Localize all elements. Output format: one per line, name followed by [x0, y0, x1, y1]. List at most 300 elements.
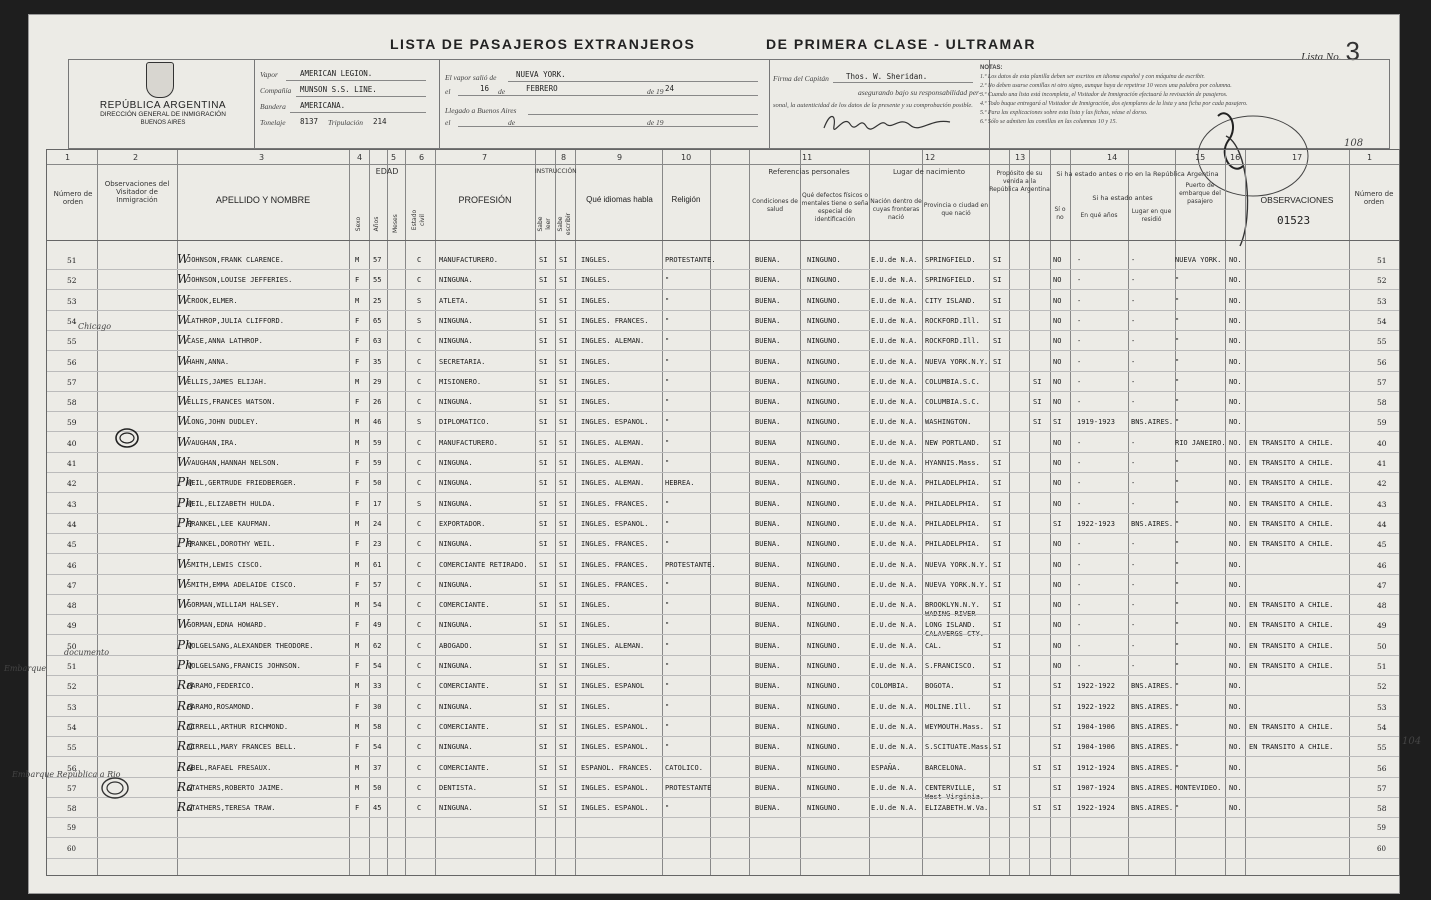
cell-purpose-1: SI — [993, 702, 1002, 711]
cell-visitor-mark: Ph — [177, 475, 193, 490]
cell-province: ROCKFORD.Ill. — [925, 316, 980, 325]
cell-residence: BNS.AIRES. — [1131, 743, 1174, 752]
cell-order-number: 59 — [67, 418, 77, 428]
cell-sex: M — [355, 256, 360, 264]
cell-order-number: 46 — [67, 560, 77, 570]
cell-defects: NINGUNO. — [807, 560, 841, 569]
cell-col16: NO. — [1229, 601, 1242, 610]
header-edad: EDAD — [375, 167, 399, 176]
cell-civil-status: C — [417, 621, 422, 630]
passenger-table: 1 2 3 4 5 6 7 8 9 10 11 12 13 14 15 16 17 1 Número de orden Observaciones del Visitador de Inmigración APELLIDO Y NOMBRE Sexo EDAD Años Meses Estado civil PROFESIÓN INSTRUCCIÓN Sabe leer Sabe escribir Qué idiomas habla Religión Referencias personales Condiciones de salud Qué defectos físicos o mentales tiene o seña especial de identificación Lugar de nacimiento Nación dentro de cuyas fronteras nació Provincia o ciudad en que nació Propósito de su venida a la República Argentina Si ha estado antes o no en la República Argentina Sí o no Si ha estado antes En qué años Lugar en que residió Puerto de embarque del pasajero OBSERVACIONES 01523 Número de orden 51 W JOHNSON,FRANK CLARENCE. M 57 C MANUFACTURERO. SI SI INGLES. PROTESTANTE. BUENA. NINGUNO. E.U.de N.A. SPRINGFIELD. SI NO - - NUEVA YORK. NO. 51 52 W JOHNSON,LOUISE JEFFERIES. F 55 C NINGUNA. SI SI INGLES. " BUENA. NINGUNO. E.U.de N.A. SPRINGFIELD. SI NO - - " NO. 52 53 W CROOK,ELMER. M 25 S ATLETA. SI SI INGLES. " BUENA. NINGUNO. E.U.de N.A. CITY ISLAND. SI NO - - " NO. 53 54 W LATHROP,JULIA CLIFFORD. F 65 S NINGUNA. SI SI INGLES. FRANCES. " BUENA. NINGUNO. E.U.de N.A. ROCKFORD.Ill. SI NO - - " NO. 54 55 W CASE,ANNA LATHROP. F 63 C NINGUNA. SI SI INGLES. ALEMAN. " BUENA. NINGUNO. E.U.de N.A. ROCKFORD.Ill. SI NO - - " NO. 55 56 W HAHN,ANNA. F 35 C SECRETARIA. SI SI INGLES. " BUENA. NINGUNO. E.U.de N.A. NUEVA YORK.N.Y. SI NO - - " NO. 56 57 W ELLIS,JAMES ELIJAH. M 29 C MISIONERO. SI SI INGLES. " BUENA. NINGUNO. E.U.de N.A. COLUMBIA.S.C. SI NO - - " NO. 57 58 W ELLIS,FRANCES WATSON. F 26 C NINGUNA. SI SI INGLES. " BUENA. NINGUNO. E.U.de N.A. COLUMBIA.S.C. SI NO - - " NO. 58 59 W LONG,JOHN DUDLEY. M 46 S DIPLOMATICO. SI SI INGLES. ESPANOL. " BUENA. NINGUNO. E.U.de N.A. WASHINGTON. SI SI 1919-1923 BNS.AIRES. " NO. 59 40 W VAUGHAN,IRA. M 59 C MANUFACTURERO. SI SI INGLES. ALEMAN. " BUENA NINGUNO. E.U.de N.A. NEW PORTLAND. SI NO - - RIO JANEIRO. NO. EN TRANSITO A CHILE. 40 41 W VAUGHAN,HANNAH NELSON. F 59 C NINGUNA. SI SI INGLES. ALEMAN. " BUENA. NINGUNO. E.U.de N.A. HYANNIS.Mass. SI NO - - " NO. EN TRANSITO A CHILE. 41 42 Ph WEIL,GERTRUDE FRIEDBERGER. F 50 C NINGUNA. SI SI INGLES. ALEMAN. HEBREA. BUENA. NINGUNO. E.U.de N.A. PHILADELPHIA. SI NO - - " NO. EN TRANSITO A CHILE. 42 43 Ph WEIL,ELIZABETH HULDA. F 17 S NINGUNA. SI SI INGLES. FRANCES. " BUENA. NINGUNO. E.U.de N.A. PHILADELPHIA. SI NO - - " NO. EN TRANSITO A CHILE. 43 44 Ph FRANKEL,LEE KAUFMAN. M 24 C EXPORTADOR. SI SI INGLES. ESPANOL. " BUENA. NINGUNO. E.U.de N.A. PHILADELPHIA. SI SI 1922-1923 BNS.AIRES. " NO. EN TRANSITO A CHILE. 44 45 Ph FRANKEL,DOROTHY WEIL. F 23 C NINGUNA. SI SI INGLES. FRANCES. " BUENA. NINGUNO. E.U.de N.A. PHILADELPHIA. SI NO - - " NO. EN TRANSITO A CHILE. 45 46 W SMITH,LEWIS CISCO. M 61 C COMERCIANTE RETIRADO. SI SI INGLES. FRANCES. PROTESTANTE. BUENA. NINGUNO. E.U.de N.A. NUEVA YORK.N.Y. SI NO - - " NO. 46 47 W SMITH,EMMA ADELAIDE CISCO. F 57 C NINGUNA. SI SI INGLES. FRANCES. " BUENA. NINGUNO. E.U.de N.A. NUEVA YORK.N.Y. SI NO - - " NO. 47 48 W GORMAN,WILLIAM HALSEY. M 54 C COMERCIANTE. SI SI INGLES. " BUENA. NINGUNO. E.U.de N.A. BROOKLYN.N.Y. SI NO - - " NO. EN TRANSITO A CHILE. 48 WADING RIVER 49 W GORMAN,EDNA HOWARD. F 49 C NINGUNA. SI SI INGLES. " BUENA. NINGUNO. E.U.de N.A. LONG ISLAND. SI NO - - " NO. EN TRANSITO A CHILE. 49 CALAVERGS CTY. 50 Ph VOLGELSANG,ALEXANDER THEODORE. M 62 C ABOGADO. SI SI INGLES. ALEMAN. " BUENA. NINGUNO. E.U.de N.A. CAL. SI NO - - " NO. EN TRANSITO A CHILE. 50 51 Ph VOLGELSANG,FRANCIS JOHNSON. F 54 C NINGUNA. SI SI INGLES. " BUENA. NINGUNO. E.U.de N.A. S.FRANCISCO. SI NO - - " NO. EN TRANSITO A CHILE. 51 52 Ra PARAMO,FEDERICO. M 33 C COMERCIANTE. SI SI INGLES. ESPANOL " BUENA. NINGUNO. COLOMBIA. BOGOTA. SI SI 1922-1922 BNS.AIRES. " NO. 52 53 Ra PARAMO,ROSAMOND. F 30 C NINGUNA. SI SI INGLES. " BUENA. NINGUNO. E.U.de N.A. MOLINE.Ill. SI SI 1922-1922 BNS.AIRES. " NO. 53 54 Ra TIRRELL,ARTHUR RICHMOND. M 58 C COMERCIANTE. SI SI INGLES. ESPANOL. " BUENA. NINGUNO. E.U.de N.A. WEYMOUTH.Mass. SI SI 1904-1906 BNS.AIRES. " NO. EN TRANSITO A CHILE. 54 55 Ra TIRRELL,MARY FRANCES BELL. F 54 C NINGUNA. SI SI INGLES. ESPANOL. " BUENA. NINGUNO. E.U.de N.A. S.SCITUATE.Mass. SI SI 1904-1906 BNS.AIRES. " NO. EN TRANSITO A CHILE. 55 56 Ra ABEL,RAFAEL FRESAUX. M 37 C COMERCIANTE. SI SI ESPANOL. FRANCES. CATOLICO. BUENA. NINGUNO. ESPAÑA. BARCELONA. SI SI 1912-1924 BNS.AIRES. " NO. 56 57 Ra STATHERS,ROBERTO JAIME. M 50 C DENTISTA. SI SI INGLES. ESPANOL. PROTESTANTE BUENA. NINGUNO. E.U.de N.A. CENTERVILLE, SI SI 1907-1924 BNS.AIRES. MONTEVIDEO. NO. 57 West Virginia. 58 Ra STATHERS,TERESA TRAW. F 45 C NINGUNA. SI SI INGLES. ESPANOL. " BUENA. NINGUNO. E.U.de N.A. ELIZABETH.W.Va. SI SI 1922-1924 BNS.AIRES. " NO. 58 59 59 60 60 — [46, 149, 1400, 876]
cell-been-before: NO — [1053, 459, 1062, 467]
cell-years: 1922-1922 — [1077, 702, 1115, 711]
cell-observation: EN TRANSITO A CHILE. — [1249, 743, 1334, 752]
cell-visitor-mark: Ra — [177, 800, 194, 815]
cell-religion: " — [665, 702, 670, 711]
cell-health: BUENA. — [755, 804, 781, 813]
cell-nation: E.U.de N.A. — [871, 337, 918, 346]
cell-defects: NINGUNO. — [807, 641, 841, 650]
cell-purpose-2: SI — [1033, 804, 1042, 813]
cell-order-number: 51 — [67, 256, 77, 265]
el-label: el — [445, 87, 451, 96]
cell-health: BUENA. — [755, 418, 781, 427]
salio-label: El vapor salió de — [445, 73, 497, 82]
bandera-label: Bandera — [260, 102, 286, 111]
cell-port: " — [1175, 296, 1180, 305]
table-row — [47, 595, 1399, 619]
capitan-label: Firma del Capitán — [773, 74, 829, 83]
cell-health: BUENA. — [755, 540, 781, 549]
table-row — [47, 534, 1399, 554]
cell-sex: M — [355, 722, 360, 731]
cell-sex: F — [355, 662, 360, 670]
table-row — [47, 575, 1399, 595]
cell-languages: INGLES. ESPANOL. — [581, 783, 649, 792]
cell-port: " — [1175, 499, 1180, 508]
cell-residence: - — [1131, 580, 1136, 589]
cell-civil-status: S — [417, 418, 422, 427]
table-row — [47, 473, 1399, 493]
cell-observation: EN TRANSITO A CHILE. — [1249, 641, 1334, 650]
cell-order-number: 49 — [67, 621, 77, 631]
cell-visitor-mark: W — [177, 353, 190, 368]
cell-writes: SI — [559, 398, 568, 407]
cell-religion: " — [665, 316, 670, 325]
cell-province: ROCKFORD.Ill. — [925, 337, 980, 346]
cell-nation: E.U.de N.A. — [871, 316, 918, 325]
cell-defects: NINGUNO. — [807, 459, 841, 467]
header-num-orden-right: Número de orden — [1354, 190, 1394, 206]
cell-years: - — [1077, 580, 1082, 589]
cell-port: RIO JANEIRO. — [1175, 438, 1226, 447]
cell-purpose-1: SI — [993, 337, 1002, 346]
cell-reads: SI — [539, 296, 548, 305]
table-row — [47, 758, 1399, 778]
cell-order-number-right: 59 — [1377, 824, 1386, 833]
cell-order-number: 53 — [67, 702, 77, 712]
cell-visitor-mark: Ph — [177, 495, 193, 510]
cell-religion: HEBREA. — [665, 479, 695, 488]
cell-observation: EN TRANSITO A CHILE. — [1249, 662, 1334, 670]
cell-writes: SI — [559, 763, 568, 772]
cell-order-number: 52 — [67, 276, 77, 286]
table-row — [47, 697, 1399, 717]
cell-age: 30 — [373, 702, 382, 711]
cell-reads: SI — [539, 783, 548, 792]
cell-order-number: 40 — [67, 438, 77, 448]
cell-sex: F — [355, 804, 360, 813]
annotation-corner-mark: 108 — [1344, 138, 1364, 149]
cell-port: " — [1175, 357, 1180, 366]
cell-writes: SI — [559, 702, 568, 711]
cell-passenger-name: JOHNSON,LOUISE JEFFERIES. — [187, 276, 293, 285]
cell-nation: E.U.de N.A. — [871, 499, 918, 508]
cell-province: COLUMBIA.S.C. — [925, 377, 980, 386]
cell-defects: NINGUNO. — [807, 499, 841, 508]
header-condiciones: Condiciones de salud — [752, 198, 798, 213]
cell-profession: COMERCIANTE. — [439, 722, 490, 731]
table-row — [47, 494, 1399, 514]
table-row — [47, 352, 1399, 372]
cell-reads: SI — [539, 398, 548, 407]
cell-writes: SI — [559, 743, 568, 752]
cell-profession: COMERCIANTE RETIRADO. — [439, 560, 528, 569]
cell-religion: " — [665, 519, 670, 528]
cell-years: - — [1077, 479, 1082, 488]
cell-order-number: 58 — [67, 398, 77, 408]
cell-languages: INGLES. FRANCES. — [581, 499, 649, 508]
cell-port: " — [1175, 560, 1180, 569]
cell-years: 1922-1923 — [1077, 519, 1115, 528]
cell-reads: SI — [539, 763, 548, 772]
cell-age: 65 — [373, 316, 382, 325]
cell-purpose-2: SI — [1033, 377, 1042, 386]
cell-order-number: 47 — [67, 580, 77, 590]
cell-sex: M — [355, 783, 360, 792]
table-row — [47, 514, 1399, 534]
cell-age: 54 — [373, 601, 382, 610]
cell-observation: EN TRANSITO A CHILE. — [1249, 601, 1334, 610]
cell-languages: INGLES. ALEMAN. — [581, 438, 645, 447]
cell-observation: EN TRANSITO A CHILE. — [1249, 722, 1334, 731]
cell-province-line-2: CALAVERGS CTY. — [925, 630, 985, 639]
cell-age: 55 — [373, 276, 382, 285]
table-row — [47, 778, 1399, 801]
cell-province-line-2: WADING RIVER — [925, 610, 976, 619]
cell-province: S.FRANCISCO. — [925, 662, 976, 670]
header-estado-civil: Estado civil — [411, 209, 426, 231]
cell-been-before: NO — [1053, 337, 1062, 346]
cell-order-number: 43 — [67, 499, 77, 509]
cell-languages: INGLES. ESPANOL. — [581, 519, 649, 528]
cell-order-number: 52 — [67, 682, 77, 692]
cell-nation: COLOMBIA. — [871, 682, 909, 691]
cell-religion: " — [665, 722, 670, 731]
cell-religion: " — [665, 682, 670, 691]
cell-civil-status: C — [417, 804, 422, 813]
cell-writes: SI — [559, 418, 568, 427]
cell-age: 35 — [373, 357, 382, 366]
header-religion: Religión — [671, 195, 701, 204]
header-profesion: PROFESIÓN — [458, 195, 512, 205]
cell-province: S.SCITUATE.Mass. — [925, 743, 993, 752]
cell-profession: ATLETA. — [439, 296, 469, 305]
cell-years: 1912-1924 — [1077, 763, 1115, 772]
cell-profession: NINGUNA. — [439, 499, 473, 508]
cell-port: " — [1175, 398, 1180, 407]
cell-col16: NO. — [1229, 479, 1242, 488]
cell-visitor-mark: Ra — [177, 678, 194, 693]
cell-nation: E.U.de N.A. — [871, 783, 918, 792]
cell-languages: INGLES. ESPANOL — [581, 682, 645, 691]
cell-civil-status: S — [417, 499, 422, 508]
cell-been-before: NO — [1053, 560, 1062, 569]
cell-civil-status: C — [417, 459, 422, 467]
cell-observation: EN TRANSITO A CHILE. — [1249, 540, 1334, 549]
cell-province: NUEVA YORK.N.Y. — [925, 357, 989, 366]
cell-years: - — [1077, 499, 1082, 508]
cell-order-number: 56 — [67, 763, 77, 773]
cell-languages: INGLES. — [581, 357, 611, 366]
cell-passenger-name: SMITH,EMMA ADELAIDE CISCO. — [187, 580, 297, 589]
cell-nation: E.U.de N.A. — [871, 580, 918, 589]
cell-reads: SI — [539, 743, 548, 752]
cell-province: PHILADELPHIA. — [925, 499, 980, 508]
header-meses: Meses — [392, 214, 399, 233]
cell-profession: NINGUNA. — [439, 398, 473, 407]
cell-residence: BNS.AIRES. — [1131, 783, 1174, 792]
cell-reads: SI — [539, 804, 548, 813]
cell-civil-status: S — [417, 296, 422, 305]
cell-province: BARCELONA. — [925, 763, 968, 772]
cell-purpose-1: SI — [993, 499, 1002, 508]
cell-purpose-1: SI — [993, 296, 1002, 305]
cell-passenger-name: JOHNSON,FRANK CLARENCE. — [187, 256, 284, 264]
cell-been-before: NO — [1053, 601, 1062, 610]
cell-defects: NINGUNO. — [807, 580, 841, 589]
cell-passenger-name: ELLIS,FRANCES WATSON. — [187, 398, 276, 407]
cell-order-number-right: 56 — [1377, 357, 1387, 367]
cell-order-number-right: 43 — [1377, 499, 1387, 509]
cell-residence: - — [1131, 540, 1136, 549]
cell-health: BUENA. — [755, 398, 781, 407]
salio-anio: 24 — [665, 84, 675, 93]
cell-reads: SI — [539, 580, 548, 589]
cell-nation: E.U.de N.A. — [871, 743, 918, 752]
cell-defects: NINGUNO. — [807, 479, 841, 488]
header-apellido: APELLIDO Y NOMBRE — [215, 195, 311, 205]
table-row — [47, 636, 1399, 656]
cell-purpose-1: SI — [993, 479, 1002, 488]
cell-port: " — [1175, 418, 1180, 427]
cell-reads: SI — [539, 702, 548, 711]
cell-col16: NO. — [1229, 519, 1242, 528]
cell-sex: M — [355, 296, 360, 305]
cell-defects: NINGUNO. — [807, 519, 841, 528]
cell-defects: NINGUNO. — [807, 418, 841, 427]
cell-order-number-right: 51 — [1377, 256, 1387, 265]
cell-religion: " — [665, 621, 670, 630]
header-anios: Años — [373, 216, 380, 232]
table-row — [47, 372, 1399, 392]
header-nacion: Nación dentro de cuyas fronteras nació — [870, 198, 922, 221]
cell-defects: NINGUNO. — [807, 438, 841, 447]
cell-reads: SI — [539, 418, 548, 427]
cell-passenger-name: WEIL,GERTRUDE FRIEDBERGER. — [187, 479, 297, 488]
cell-been-before: NO — [1053, 479, 1062, 488]
cell-reads: SI — [539, 560, 548, 569]
cell-port: " — [1175, 479, 1180, 488]
cell-nation: E.U.de N.A. — [871, 276, 918, 285]
notes-block: NOTAS: 1.º Los datos de esta planilla deben ser escritos en idioma español y con máquina de escribir. 2.º No deben usarse comillas ni otro signo, aunque haya de repetirse 10 veces una palabra por columna. 3.º Cuando una lista está incompleta, el Visitador de Inmigración efectuará la revisación de pasajeros. 4.º Todo buque entregará al Visitador de Inmigración, dos ejemplares de la lista y una ficha por cada pasajero. 5.º Para las explicaciones sobre esta lista y las fichas, véase el dorso. 6.º Sólo se admiten las comillas en las columnas 10 y 15. — [980, 65, 1248, 125]
cell-nation: E.U.de N.A. — [871, 256, 918, 264]
cell-residence: - — [1131, 377, 1136, 386]
cell-civil-status: C — [417, 783, 422, 792]
cell-port: " — [1175, 276, 1180, 285]
cell-profession: DIPLOMATICO. — [439, 418, 490, 427]
cell-age: 25 — [373, 296, 382, 305]
cell-province: NEW PORTLAND. — [925, 438, 980, 447]
cell-col16: NO. — [1229, 377, 1242, 386]
cell-reads: SI — [539, 601, 548, 610]
cell-observation: EN TRANSITO A CHILE. — [1249, 499, 1334, 508]
cell-reads: SI — [539, 682, 548, 691]
cell-health: BUENA. — [755, 499, 781, 508]
header-ref-personales: Referencias personales — [768, 168, 850, 176]
cell-col16: NO. — [1229, 743, 1242, 752]
cell-age: 54 — [373, 662, 382, 670]
cell-been-before: SI — [1053, 804, 1062, 813]
cell-years: - — [1077, 316, 1082, 325]
cell-years: - — [1077, 256, 1082, 264]
cell-col16: NO. — [1229, 256, 1242, 264]
header-provincia: Provincia o ciudad en que nació — [923, 202, 989, 217]
cell-purpose-1: SI — [993, 560, 1002, 569]
cell-age: 54 — [373, 743, 382, 752]
cell-been-before: NO — [1053, 398, 1062, 407]
observaciones-number: 01523 — [1277, 214, 1311, 227]
cell-civil-status: C — [417, 743, 422, 752]
table-row — [47, 331, 1399, 351]
cell-reads: SI — [539, 540, 548, 549]
cell-purpose-1: SI — [993, 722, 1002, 731]
cell-port: " — [1175, 763, 1180, 772]
cell-languages: INGLES. ALEMAN. — [581, 479, 645, 488]
tonelaje-value: 8137 — [300, 117, 319, 126]
cell-defects: NINGUNO. — [807, 357, 841, 366]
cell-defects: NINGUNO. — [807, 296, 841, 305]
salio-anio-label: de 19 — [647, 87, 664, 96]
cell-observation: EN TRANSITO A CHILE. — [1249, 519, 1334, 528]
cell-port: " — [1175, 743, 1180, 752]
cell-passenger-name: WEIL,ELIZABETH HULDA. — [187, 499, 276, 508]
cell-purpose-1: SI — [993, 743, 1002, 752]
cell-purpose-1: SI — [993, 540, 1002, 549]
cell-sex: M — [355, 601, 360, 610]
cell-col16: NO. — [1229, 763, 1242, 772]
cell-residence: - — [1131, 560, 1136, 569]
cell-writes: SI — [559, 296, 568, 305]
header-num-orden: Número de orden — [53, 190, 93, 206]
cell-port: " — [1175, 580, 1180, 589]
cell-order-number-right: 51 — [1377, 662, 1387, 671]
cell-residence: - — [1131, 621, 1136, 630]
cell-sex: F — [355, 479, 360, 488]
cell-purpose-1: SI — [993, 641, 1002, 650]
cell-civil-status: C — [417, 438, 422, 447]
cell-languages: INGLES. ALEMAN. — [581, 459, 645, 467]
cell-order-number: 48 — [67, 601, 77, 611]
cell-health: BUENA. — [755, 560, 781, 569]
cell-writes: SI — [559, 621, 568, 630]
cell-visitor-mark: W — [177, 252, 190, 266]
cell-order-number-right: 60 — [1377, 844, 1386, 853]
cell-civil-status: C — [417, 337, 422, 346]
cell-years: 1904-1906 — [1077, 722, 1115, 731]
cell-visitor-mark: Ph — [177, 536, 193, 551]
cell-nation: E.U.de N.A. — [871, 601, 918, 610]
cell-sex: F — [355, 621, 360, 630]
cell-sex: F — [355, 357, 360, 366]
cell-nation: E.U.de N.A. — [871, 377, 918, 386]
cell-residence: - — [1131, 398, 1136, 407]
cell-years: - — [1077, 377, 1082, 386]
table-row — [47, 433, 1399, 453]
cell-health: BUENA. — [755, 580, 781, 589]
cell-years: 1907-1924 — [1077, 783, 1115, 792]
table-row — [47, 270, 1399, 290]
cell-order-number-right: 58 — [1377, 398, 1387, 408]
cell-province: WASHINGTON. — [925, 418, 972, 427]
cell-years: - — [1077, 601, 1082, 610]
cell-col16: NO. — [1229, 682, 1242, 691]
cell-languages: INGLES. FRANCES. — [581, 540, 649, 549]
cell-order-number: 57 — [67, 783, 77, 793]
cell-passenger-name: TIRRELL,ARTHUR RICHMOND. — [187, 722, 289, 731]
cell-residence: - — [1131, 601, 1136, 610]
cell-sex: M — [355, 763, 360, 772]
cell-purpose-2: SI — [1033, 418, 1042, 427]
cell-languages: INGLES. — [581, 256, 611, 264]
cell-visitor-mark: Ra — [177, 718, 194, 733]
de-label: de — [498, 87, 506, 96]
cell-province: CAL. — [925, 641, 942, 650]
cell-province: COLUMBIA.S.C. — [925, 398, 980, 407]
cell-port: " — [1175, 540, 1180, 549]
cell-passenger-name: PARAMO,FEDERICO. — [187, 682, 255, 691]
cell-been-before: SI — [1053, 519, 1062, 528]
cell-visitor-mark: W — [177, 373, 190, 388]
cell-province: HYANNIS.Mass. — [925, 459, 980, 467]
cell-profession: SECRETARIA. — [439, 357, 486, 366]
salio-dia: 16 — [480, 84, 490, 93]
table-row — [47, 250, 1399, 270]
cell-sex: M — [355, 438, 360, 447]
scribble-circle-1 — [112, 426, 144, 452]
cell-purpose-1: SI — [993, 357, 1002, 366]
annotation-chicago: Chicago — [78, 322, 112, 331]
cell-port: " — [1175, 519, 1180, 528]
cell-visitor-mark: Ra — [177, 779, 194, 794]
cell-writes: SI — [559, 560, 568, 569]
cell-civil-status: C — [417, 580, 422, 589]
cell-col16: NO. — [1229, 804, 1242, 813]
table-row — [47, 392, 1399, 412]
cell-writes: SI — [559, 377, 568, 386]
cell-reads: SI — [539, 621, 548, 630]
header-estado-antes: Si ha estado antes o no en la República Argentina — [1056, 170, 1219, 178]
cell-port: " — [1175, 804, 1180, 813]
page-title-right: DE PRIMERA CLASE - ULTRAMAR — [766, 36, 1036, 52]
cell-order-number-right: 52 — [1377, 682, 1387, 692]
cell-passenger-name: ABEL,RAFAEL FRESAUX. — [187, 763, 272, 772]
cell-nation: E.U.de N.A. — [871, 418, 918, 427]
cell-purpose-1: SI — [993, 580, 1002, 589]
cell-visitor-mark: W — [177, 617, 190, 632]
header-idiomas: Qué idiomas habla — [586, 195, 653, 204]
cell-health: BUENA. — [755, 459, 781, 467]
capitan-text-1: asegurando bajo su responsabilidad per- — [858, 88, 982, 97]
cell-writes: SI — [559, 438, 568, 447]
cell-religion: " — [665, 337, 670, 346]
cell-province: ELIZABETH.W.Va. — [925, 804, 989, 813]
cell-purpose-1: SI — [993, 316, 1002, 325]
cell-residence: - — [1131, 641, 1136, 650]
cell-writes: SI — [559, 459, 568, 467]
cell-profession: MANUFACTURERO. — [439, 438, 499, 447]
header-defectos: Qué defectos físicos o mentales tiene o seña especial de identificación — [801, 192, 869, 223]
cell-port: " — [1175, 459, 1180, 467]
